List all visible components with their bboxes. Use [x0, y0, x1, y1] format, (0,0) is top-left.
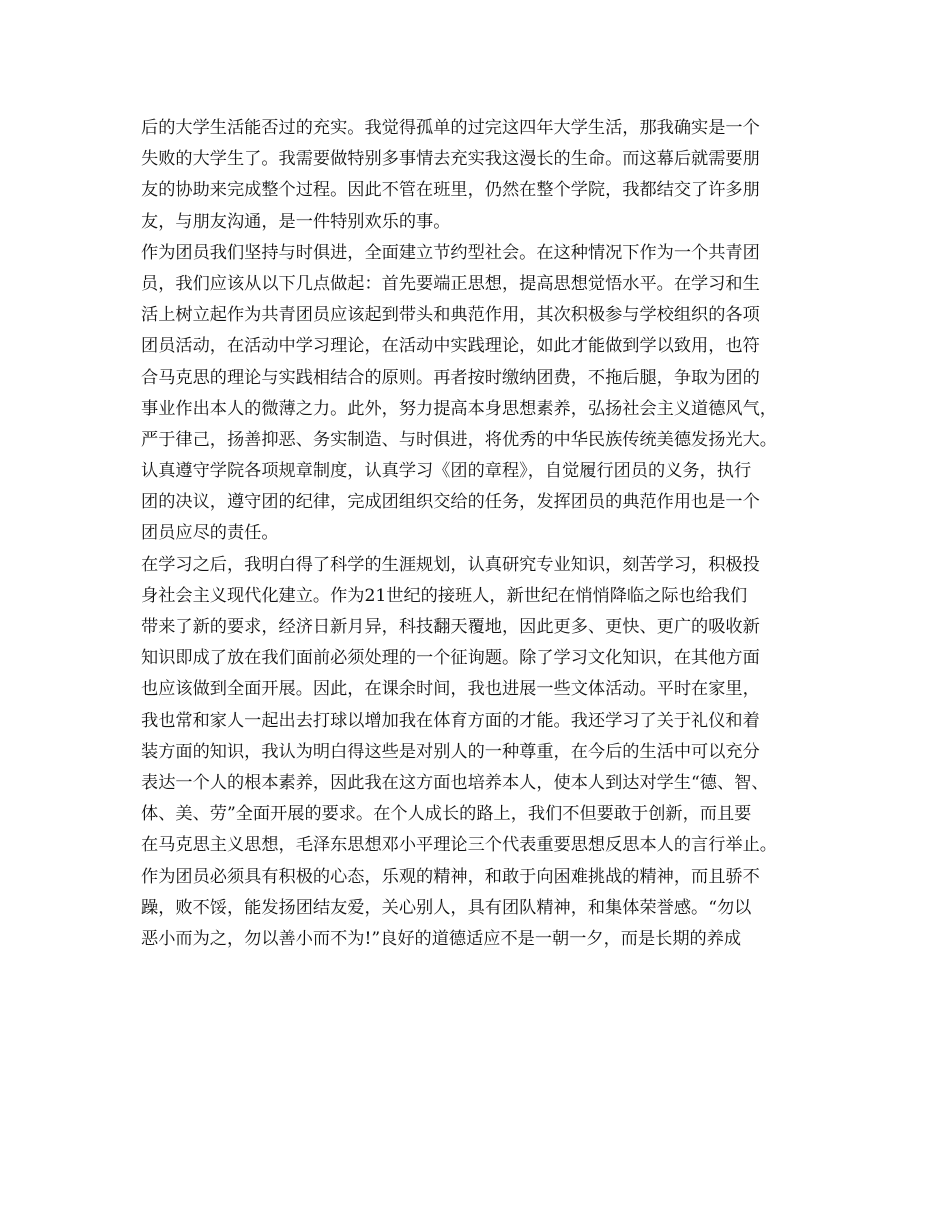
text-line: 表达一个人的根本素养，因此我在这方面也培养本人，使本人到达对学生“德、智、	[141, 772, 769, 793]
text-line: 活上树立起作为共青团员应该起到带头和典范作用，其次积极参与学校组织的各项	[141, 305, 760, 326]
text-line: 员，我们应该从以下几点做起：首先要端正思想，提高思想觉悟水平。在学习和生	[141, 273, 760, 294]
text-line: 事业作出本人的微薄之力。此外，努力提高本身思想素养，弘扬社会主义道德风气，	[141, 398, 777, 419]
text-line: 团员活动，在活动中学习理论，在活动中实践理论，如此才能做到学以致用，也符	[141, 336, 760, 357]
text-line: 恶小而为之，勿以善小而不为!”良好的道德适应不是一朝一夕，而是长期的养成	[141, 928, 742, 949]
text-line: 躁，败不馁，能发扬团结友爱，关心别人，具有团队精神，和集体荣誉感。“勿以	[141, 897, 752, 918]
text-line: 体、美、劳”全面开展的要求。在个人成长的路上，我们不但要敢于创新，而且要	[141, 804, 752, 825]
text-line: 在学习之后，我明白得了科学的生涯规划，认真研究专业知识，刻苦学习，积极投	[141, 554, 760, 575]
text-line: 失败的大学生了。我需要做特别多事情去充实我这漫长的生命。而这幕后就需要朋	[141, 149, 760, 170]
text-line: 作为团员我们坚持与时俱进，全面建立节约型社会。在这种情况下作为一个共青团	[141, 242, 760, 263]
text-line: 作为团员必须具有积极的心态，乐观的精神，和敢于向困难挑战的精神，而且骄不	[141, 866, 760, 887]
text-line: 身社会主义现代化建立。作为21世纪的接班人，新世纪在悄悄降临之际也给我们	[141, 585, 748, 606]
text-line: 友，与朋友沟通，是一件特别欢乐的事。	[141, 211, 451, 232]
text-line: 在马克思主义思想，毛泽东思想邓小平理论三个代表重要思想反思本人的言行举止。	[141, 835, 777, 856]
text-line: 后的大学生活能否过的充实。我觉得孤单的过完这四年大学生活，那我确实是一个	[141, 118, 760, 138]
text-line: 装方面的知识，我认为明白得这些是对别人的一种尊重，在今后的生活中可以充分	[141, 741, 760, 762]
text-line: 带来了新的要求，经济日新月异，科技翻天覆地，因此更多、更快、更广的吸收新	[141, 617, 760, 637]
text-line: 我也常和家人一起出去打球以增加我在体育方面的才能。我还学习了关于礼仪和着	[141, 710, 760, 731]
text-line: 团的决议，遵守团的纪律，完成团组织交给的任务，发挥团员的典范作用也是一个	[141, 492, 760, 513]
text-line: 也应该做到全面开展。因此，在课余时间，我也进展一些文体活动。平时在家里，	[141, 679, 760, 700]
body-text	[141, 113, 831, 955]
text-line: 知识即成了放在我们面前必须处理的一个征询题。除了学习文化知识，在其他方面	[141, 648, 760, 669]
text-line: 认真遵守学院各项规章制度，认真学习《团的章程》，自觉履行团员的义务，执行	[141, 461, 752, 482]
text-line: 严于律己，扬善抑恶、务实制造、与时俱进，将优秀的中华民族传统美德发扬光大。	[141, 429, 777, 450]
text-line: 团员应尽的责任。	[141, 523, 279, 544]
text-line: 合马克思的理论与实践相结合的原则。再者按时缴纳团费，不拖后腿，争取为团的	[141, 367, 760, 388]
text-line: 友的协助来完成整个过程。因此不管在班里，仍然在整个学院，我都结交了许多朋	[141, 180, 760, 201]
